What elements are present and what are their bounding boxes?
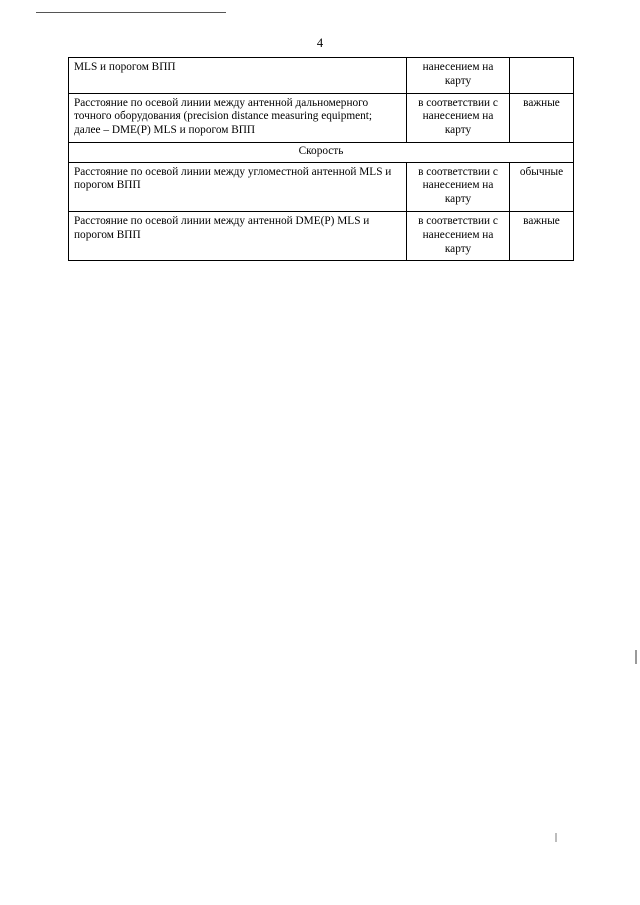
header-rule [36, 12, 226, 13]
table-row [69, 212, 574, 261]
cell-last [510, 58, 574, 94]
page-number: 4 [316, 36, 324, 50]
cell-middle: в соответствии с нанесением на карту [407, 162, 510, 211]
cell-last: важные [510, 212, 574, 261]
cell-description: Расстояние по осевой линии между антенной дальномерного точного оборудования (precision distance measuring equipment; далее – DME(P) MLS и порогом ВПП [69, 93, 407, 142]
scan-artifact-mark-secondary [555, 833, 557, 842]
scan-artifact-mark [635, 650, 637, 664]
cell-last: важные [510, 93, 574, 142]
table-row [69, 93, 574, 142]
table-section-row [69, 142, 574, 162]
cell-middle: нанесением на карту [407, 58, 510, 94]
cell-description: Расстояние по осевой линии между антенной DME(P) MLS и порогом ВПП [69, 212, 407, 261]
section-heading: Скорость [69, 142, 574, 162]
cell-description: MLS и порогом ВПП [69, 58, 407, 94]
cell-middle: в соответствии с нанесением на карту [407, 93, 510, 142]
requirements-table [68, 57, 574, 261]
cell-middle: в соответствии с нанесением на карту [407, 212, 510, 261]
table-row [69, 162, 574, 211]
cell-description: Расстояние по осевой линии между угломестной антенной MLS и порогом ВПП [69, 162, 407, 211]
cell-last: обычные [510, 162, 574, 211]
table-row [69, 58, 574, 94]
